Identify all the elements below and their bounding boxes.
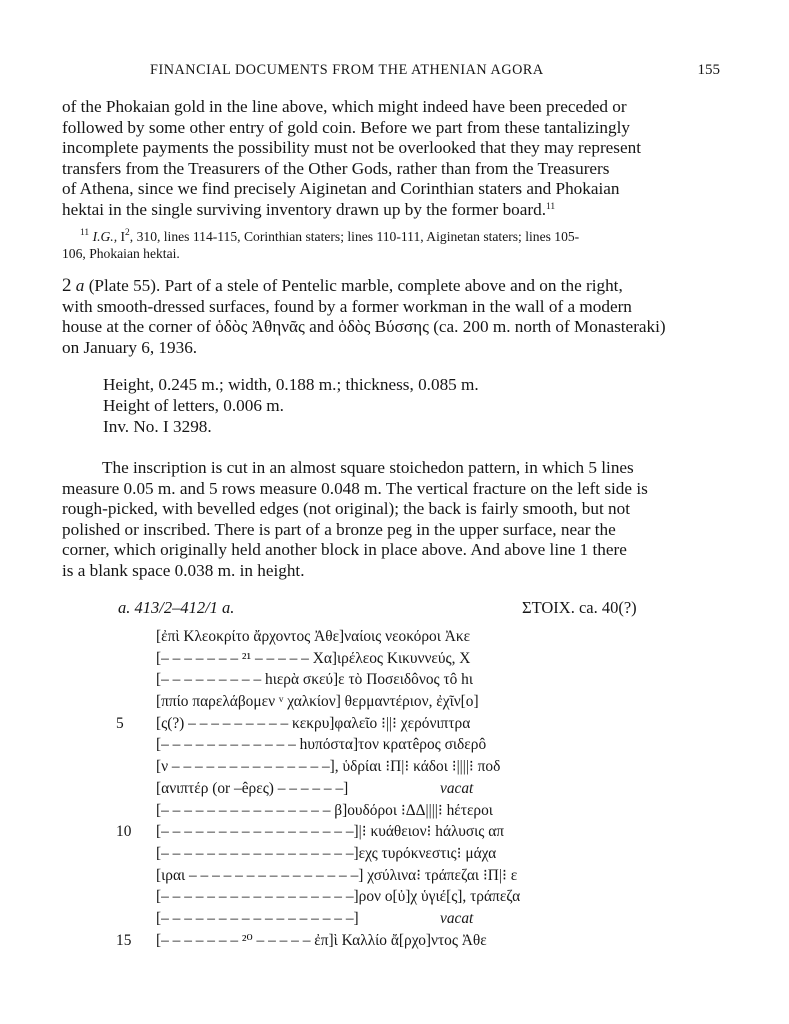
text-line — [62, 276, 724, 297]
inscription-text — [118, 626, 728, 951]
text-line: on January 6, 1936. — [62, 337, 198, 357]
inscription-line-text: [– – – – – – – – – – – – – – – β]ουδόροι ⁝ΔΔ||||⁝ hέτεροι — [156, 801, 493, 819]
inscription-line — [118, 756, 728, 778]
vacat-label: vacat — [440, 909, 474, 927]
inscription-line-text: [ανιπτέρ (or –êρες) – – – – – –] — [156, 779, 349, 797]
inscription-line-text: [– – – – – – – – – hιερὰ σκεύ]ε τὸ Ποσειδôνος τô hι — [156, 671, 474, 689]
inscription-line — [118, 734, 728, 756]
inscription-date: a. 413/2–412/1 a. — [118, 598, 235, 617]
inscription-line-text: [– – – – – – – – – – – – – – – – –] — [156, 909, 359, 927]
inscription-line-text: [– – – – – – – ²⁰ – – – – – ἐπ]ὶ Καλλίο ἄ[ρχο]ντος Ἀθε — [156, 931, 487, 949]
inscription-line — [118, 843, 728, 865]
text-line: house at the corner of ὁδὸς Ἀθηνᾶς and ὁδὸς Βύσσης (ca. 200 m. north of Monasteraki) — [62, 317, 666, 337]
inscription-line — [118, 691, 728, 713]
inscription-line-text: [– – – – – – – – – – – – hυπόστα]τον κρατêρος σιδερô — [156, 736, 487, 754]
running-title: FINANCIAL DOCUMENTS FROM THE ATHENIAN AGORA — [150, 62, 544, 78]
text-line: with smooth-dressed surfaces, found by a former workman in the wall of a modern — [62, 296, 632, 316]
line-number: 5 — [116, 714, 124, 732]
text-line: measure 0.05 m. and 5 rows measure 0.048 m. The vertical fracture on the left side is — [62, 478, 648, 498]
inscription-line-text: [– – – – – – – ²¹ – – – – – Χα]ιρέλεος Κικυννεύς, Χ — [156, 649, 471, 667]
page-number: 155 — [697, 62, 720, 78]
text-line: incomplete payments the possibility must not be overlooked that they may represent — [62, 138, 641, 158]
measurements — [103, 374, 479, 437]
inscription-line — [118, 626, 728, 648]
inscription-line — [118, 821, 728, 843]
text-line: of Athena, since we find precisely Aiginetan and Corinthian staters and Phokaian — [62, 179, 620, 199]
inscription-stoichedon: ΣΤΟΙΧ. ca. 40(?) — [522, 598, 637, 617]
inscription-line — [118, 713, 728, 735]
inscription-line-text: [– – – – – – – – – – – – – – – – –]ρον ο[ὐ]χ ὑγιέ[ς], τράπεζα — [156, 888, 521, 906]
running-header — [150, 62, 720, 84]
paragraph-phokaian-gold — [62, 97, 724, 221]
text-line — [62, 200, 724, 221]
inscription-line — [118, 648, 728, 670]
inscription-line — [118, 800, 728, 822]
text-line: transfers from the Treasurers of the Other Gods, rather than from the Treasurers — [62, 158, 610, 178]
text-line: polished or inscribed. There is part of a bronze peg in the upper surface, near the — [62, 519, 616, 539]
footnote-reference[interactable]: 11 — [546, 201, 556, 212]
inscription-line — [118, 886, 728, 908]
line-number: 10 — [116, 823, 132, 841]
text-line: is a blank space 0.038 m. in height. — [62, 560, 305, 580]
text-line-content: (Plate 55). Part of a stele of Pentelic marble, complete above and on the right, — [88, 276, 623, 295]
inscription-line-text: [– – – – – – – – – – – – – – – – –]εχς τυρόκνεστις⁝ μάχα — [156, 844, 497, 862]
entry-letter: a — [75, 276, 85, 295]
footnote-source: I.G., — [92, 229, 118, 244]
measurement-line: Height of letters, 0.006 m. — [103, 396, 284, 415]
measurement-line: Height, 0.245 m.; width, 0.188 m.; thickness, 0.085 m. — [103, 375, 479, 394]
entry-number: 2 — [62, 275, 72, 296]
inscription-line-text: [ἐπὶ Κλεοκρίτο ἄρχοντος Ἀθε]ναίοις νεοκόροι Ἀκε — [156, 628, 471, 645]
text-line: The inscription is cut in an almost square stoichedon pattern, in which 5 lines — [102, 458, 634, 477]
inscription-line-text: [– – – – – – – – – – – – – – – – –]|⁝ κυάθειον⁝ hάλυσις απ — [156, 823, 505, 841]
inscription-line-text: [ν – – – – – – – – – – – – – –], ὑδρίαι ⁝Π|⁝ κάδοι ⁝||||⁝ ποδ — [156, 758, 501, 776]
inscription-header — [118, 598, 678, 620]
inscription-line — [118, 908, 728, 930]
inscription-line — [118, 930, 728, 952]
footnote-number: 11 — [80, 228, 90, 238]
text-line: rough-picked, with bevelled edges (not original); the back is fairly smooth, but not — [62, 499, 631, 519]
inscription-line — [118, 778, 728, 800]
footnote-text: , 310, lines 114-115, Corinthian staters; lines 110-111, Aiginetan staters; lines 105- — [129, 229, 580, 244]
paragraph-stoichedon — [62, 458, 724, 582]
text-line: of the Phokaian gold in the line above, which might indeed have been preceded or — [62, 97, 627, 116]
text-line: followed by some other entry of gold coin. Before we part from these tantalizingly — [62, 117, 630, 137]
vacat-label: vacat — [440, 779, 474, 797]
footnote — [62, 228, 724, 262]
text-line: corner, which originally held another block in place above. And above line 1 there — [62, 540, 627, 560]
footnote-edition-sup: 2 — [125, 228, 130, 238]
footnote-line: 106, Phokaian hektai. — [62, 246, 180, 261]
entry-description — [62, 276, 724, 358]
inscription-line — [118, 669, 728, 691]
footnote-edition: I — [120, 229, 126, 244]
measurement-line: Inv. No. I 3298. — [103, 417, 212, 436]
inscription-line — [118, 865, 728, 887]
inscription-line-text: [ππίο παρελάβομεν ᵛ χαλκίον] θερμαντέριον, ἐχῖν[ο] — [156, 693, 479, 711]
footnote-line — [62, 228, 724, 245]
inscription-line-text: [ιραι – – – – – – – – – – – – – – –] χσύλινα⁝ τράπεζαι ⁝Π|⁝ ε — [156, 866, 518, 884]
line-number: 15 — [116, 931, 132, 949]
inscription-line-text: [ς(?) – – – – – – – – – κεκρυ]φαλεῖο ⁝||⁝ χερόνιπτρα — [156, 714, 471, 732]
text-line-content: hektai in the single surviving inventory drawn up by the former board. — [62, 199, 547, 219]
